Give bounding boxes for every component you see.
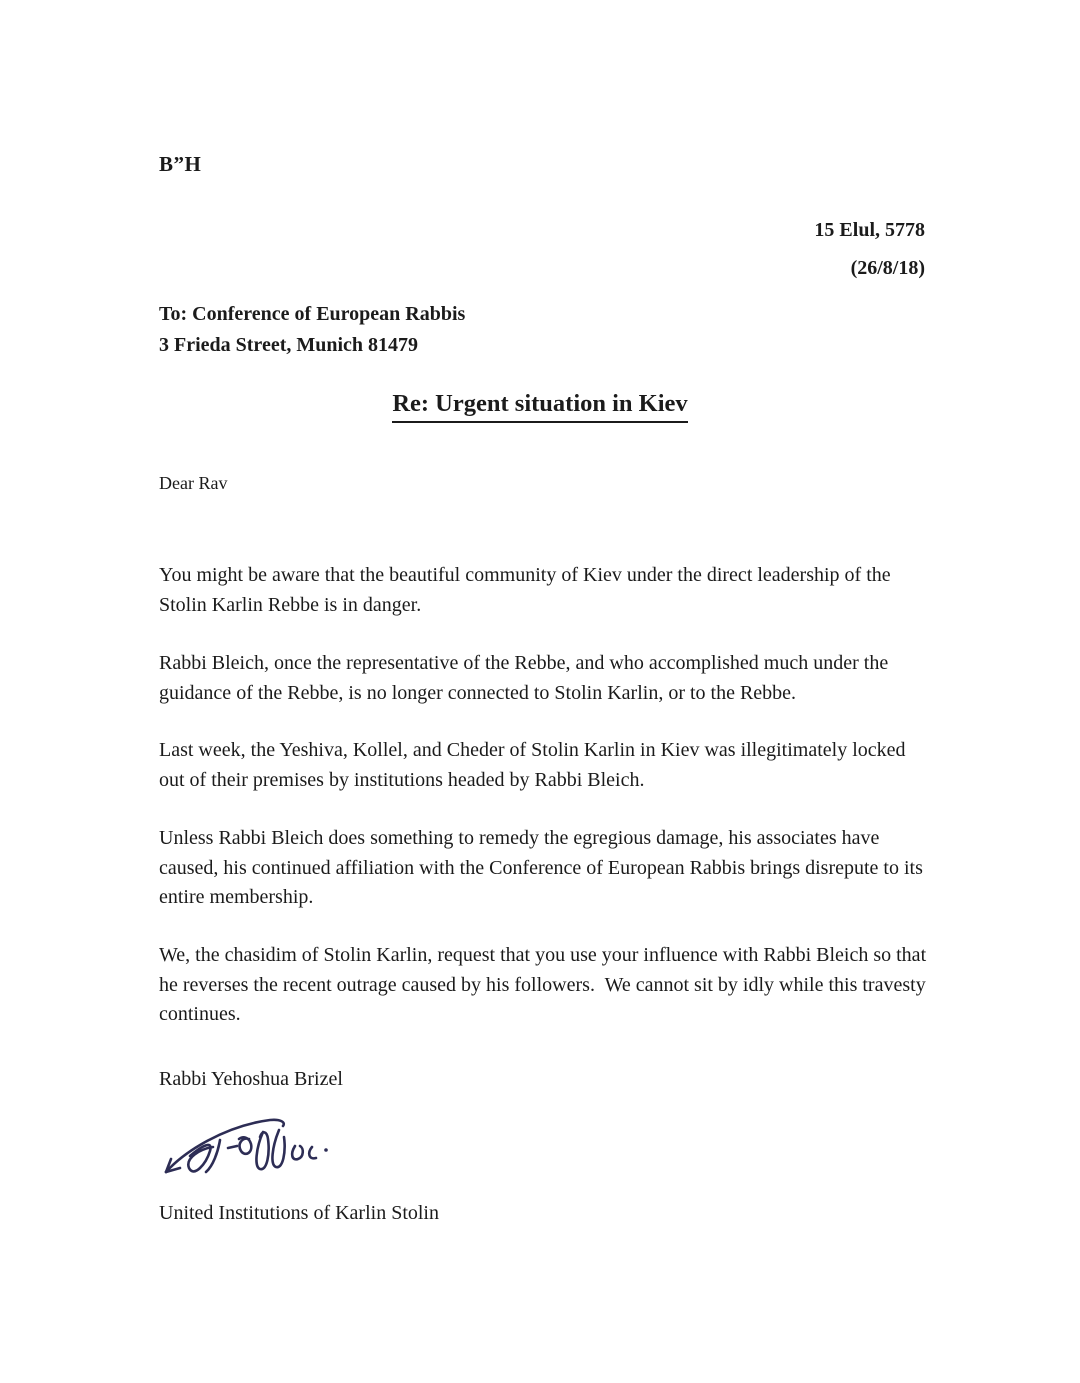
- bh-heading: B”H: [159, 152, 202, 176]
- recipient-address: 3 Frieda Street, Munich 81479: [159, 334, 419, 356]
- body-paragraph: Last week, the Yeshiva, Kollel, and Cheder of Stolin Karlin in Kiev was illegitimately locked out of their premises by institutions headed by Rabbi Bleich.: [159, 739, 911, 791]
- salutation: Dear Rav: [159, 473, 228, 493]
- body-paragraph: We, the chasidim of Stolin Karlin, request that you use your influence with Rabbi Bleich so that he reverses the recent outrage caused by his followers. We cannot sit by idly while this travesty continues.: [159, 944, 932, 1025]
- signer-name: Rabbi Yehoshua Brizel: [159, 1068, 343, 1090]
- date-block: [814, 211, 925, 287]
- handwritten-signature-icon: [150, 1110, 350, 1192]
- civil-date: (26/8/18): [850, 257, 925, 279]
- subject-line-wrap: [0, 390, 1080, 423]
- hebrew-date: 15 Elul, 5778: [814, 219, 925, 241]
- subject-line: Re: Urgent situation in Kiev: [392, 390, 687, 423]
- recipient-block: [159, 299, 465, 361]
- signature-strokes: [166, 1120, 328, 1172]
- recipient-name: To: Conference of European Rabbis: [159, 303, 466, 325]
- body-paragraph: Unless Rabbi Bleich does something to remedy the egregious damage, his associates have caused, his continued affiliation with the Conference of European Rabbis brings disrepute to its entire membership.: [159, 827, 928, 908]
- organization-name: United Institutions of Karlin Stolin: [159, 1202, 439, 1224]
- body-paragraph: Rabbi Bleich, once the representative of the Rebbe, and who accomplished much under the guidance of the Rebbe, is no longer connected to Stolin Karlin, or to the Rebbe.: [159, 652, 894, 704]
- body-paragraph: You might be aware that the beautiful community of Kiev under the direct leadership of the Stolin Karlin Rebbe is in danger.: [159, 564, 896, 616]
